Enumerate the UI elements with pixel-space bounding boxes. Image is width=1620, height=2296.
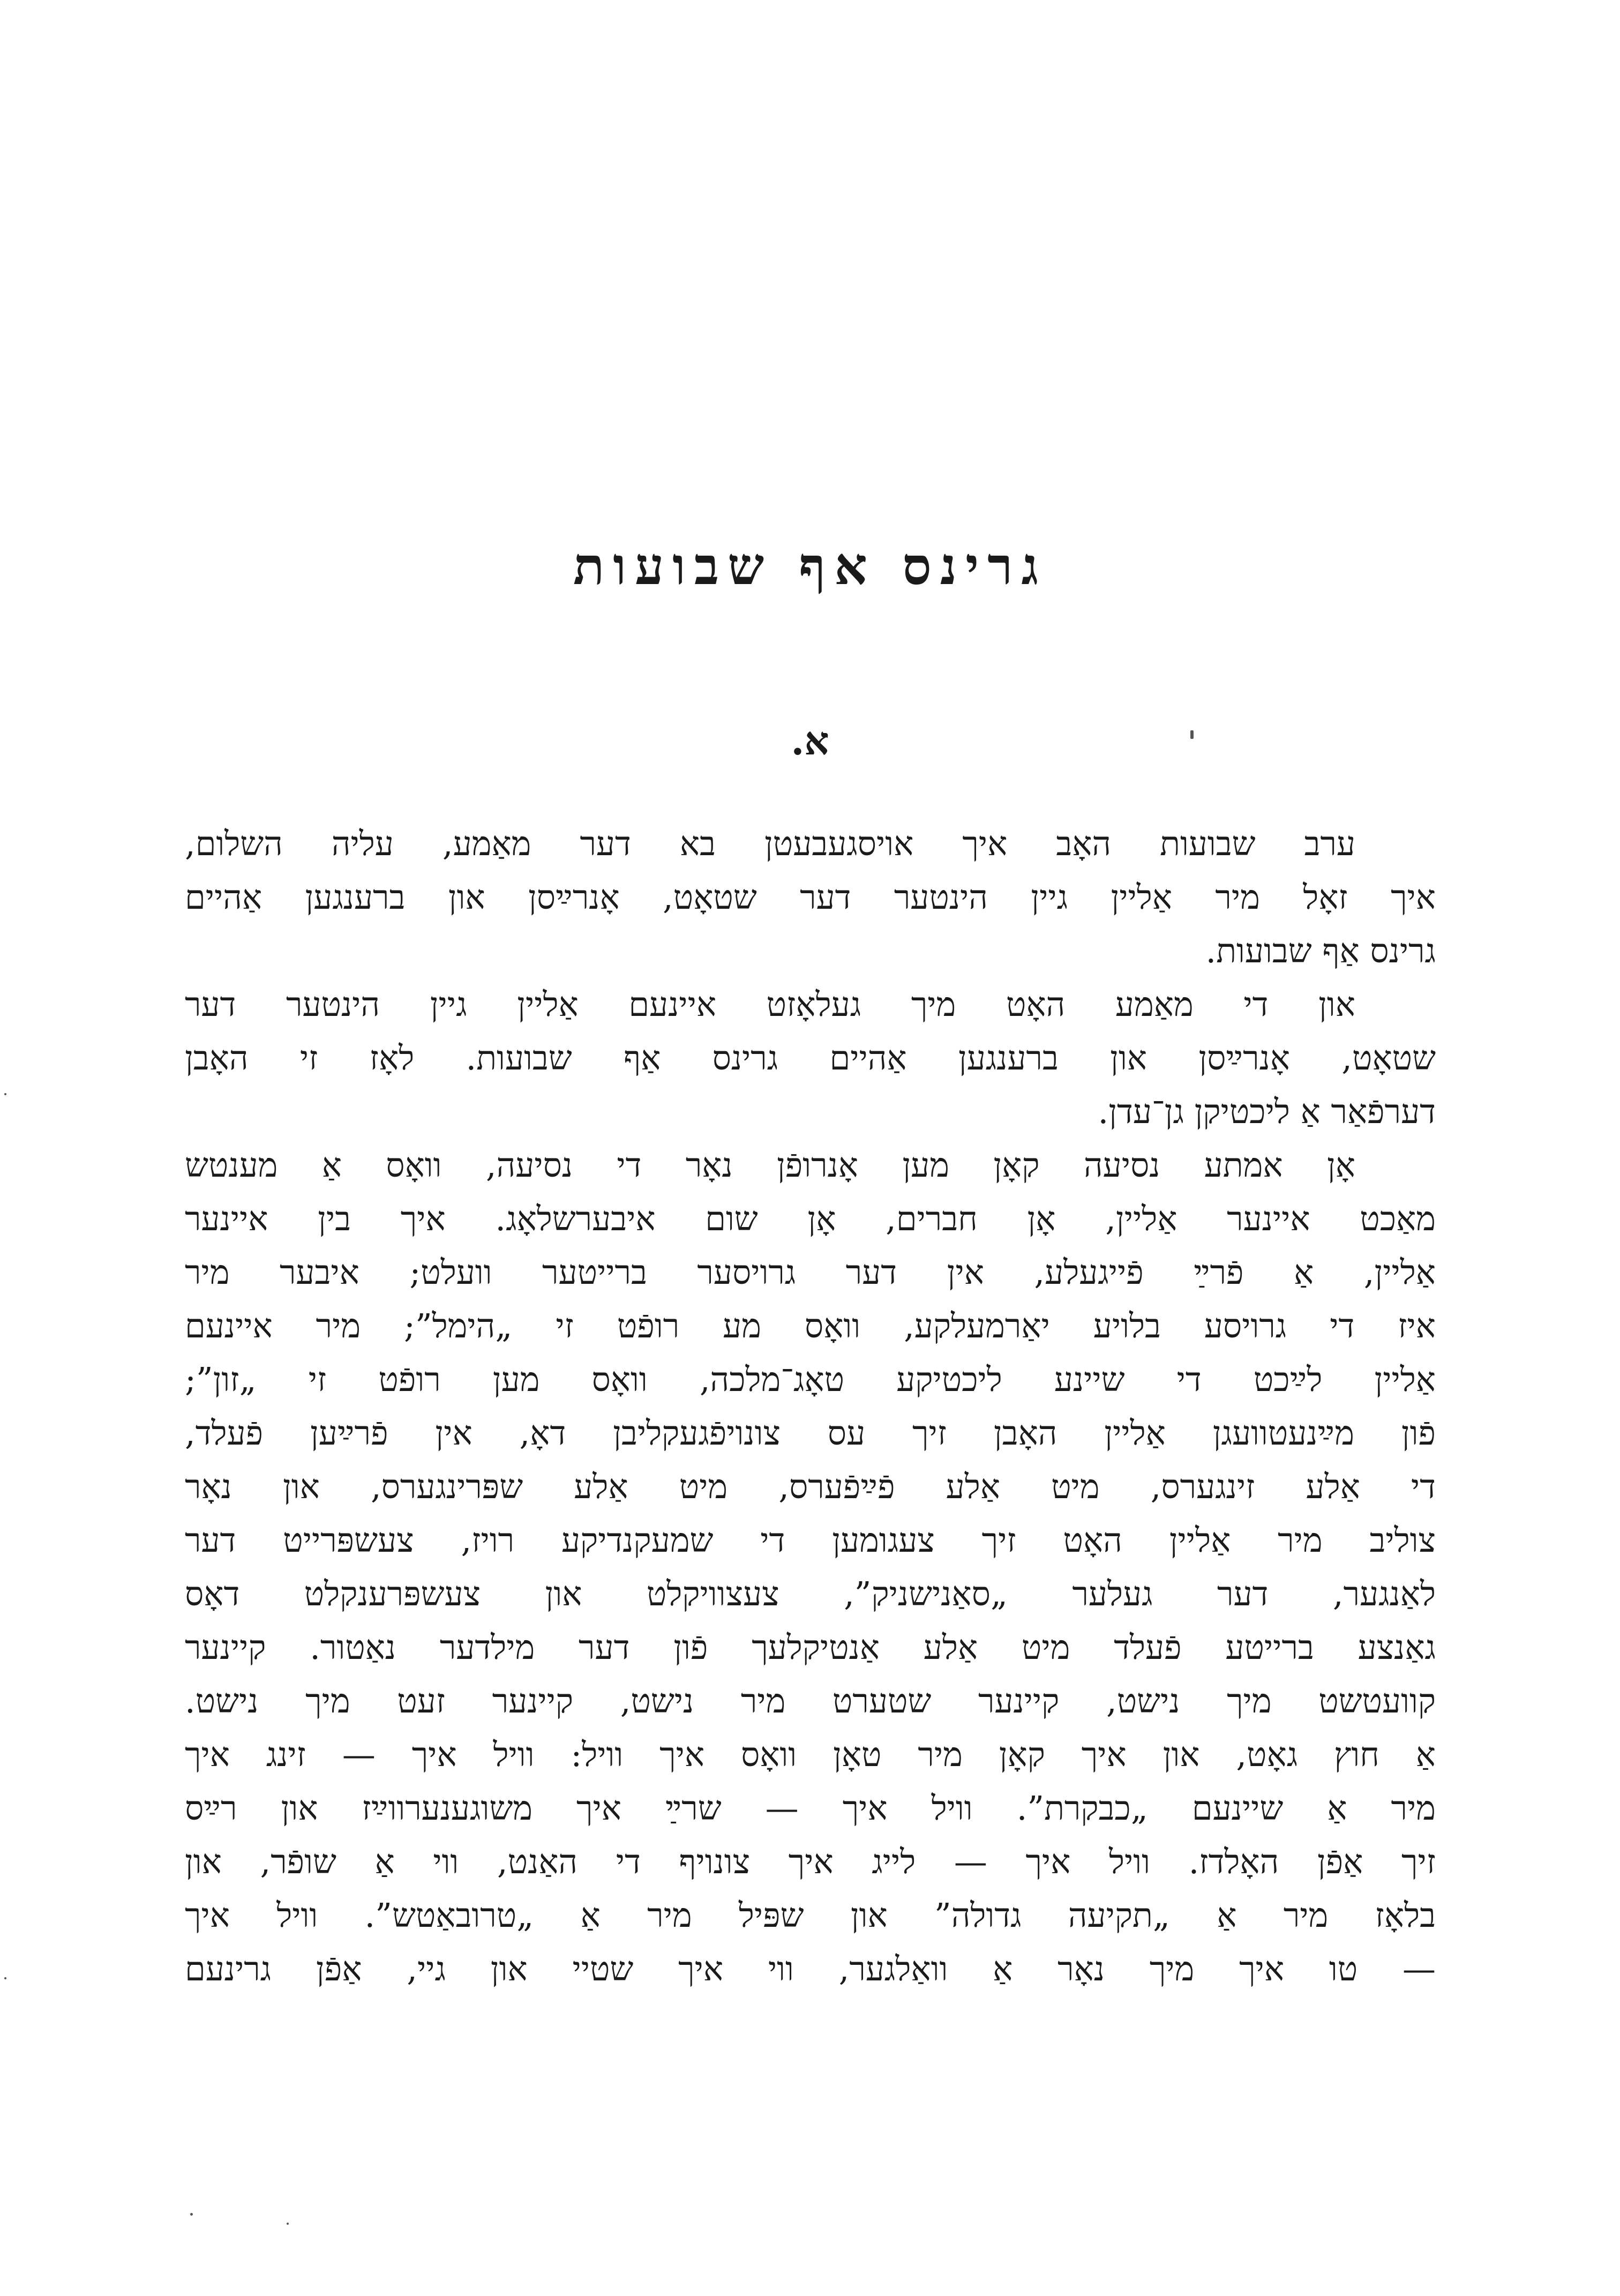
text-line: גאַנצע ברייטע פֿעלד מיט אַלע אַנטיקלעך פֿון דער מילדער נאַטור. קיינער — [185, 1628, 1436, 1667]
chapter-title: גרינס אף שבועות — [573, 536, 1047, 596]
ink-speck — [190, 2213, 193, 2216]
text-line: אַליין לײַכט די שיינע ליכטיקע טאָג־מלכה, וואָס מען רופֿט זי „זון”; — [185, 1360, 1436, 1399]
text-line: אָן אמתע נסיעה קאָן מען אָנרופֿן נאָר די נסיעה, וואָס אַ מענטש — [185, 1146, 1355, 1185]
text-line: אַ חוץ גאָט, און איך קאָן מיר טאָן וואָס איך וויל: וויל איך — זינג איך — [185, 1735, 1436, 1774]
text-line: קוועטשט מיך נישט, קיינער שטערט מיר נישט, קיינער זעט מיך נישט. — [185, 1681, 1436, 1721]
text-line: און די מאַמע האָט מיך געלאָזט איינעם אַליין גיין הינטער דער — [185, 985, 1355, 1024]
text-line: לאַנגער, דער געלער „סאַנישניק”, צעצוויקלט און צעשפּרענקלט דאָס — [185, 1574, 1436, 1613]
ink-speck — [4, 1093, 6, 1095]
text-line: איך זאָל מיר אַליין גיין הינטער דער שטאָט, אָנרײַסן און ברענגען אַהיים — [185, 878, 1436, 917]
text-line: מאַכט איינער אַליין, אָן חברים, אָן שום איבערשלאָג. איך בין איינער — [185, 1199, 1436, 1238]
text-line: דערפֿאַר אַ ליכטיקן גן־עדן. — [1098, 1092, 1436, 1131]
text-line: שטאָט, אָנרײַסן און ברענגען אַהיים גרינס אַף שבועות. לאָז זי האָבן — [185, 1038, 1436, 1078]
text-line: צוליב מיר אַליין האָט זיך צעגומען די שמעקנדיקע רויז, צעשפּרייט דער — [185, 1521, 1436, 1560]
text-line: זיך אַפֿן האָלדז. וויל איך — לייג איך צונויף די האַנט, ווי אַ שופֿר, און — [185, 1842, 1436, 1881]
body-text — [185, 817, 1436, 1996]
text-line: אַליין, אַ פֿרײַ פֿייגעלע, אין דער גרויסער ברייטער וועלט; איבער מיר — [185, 1253, 1436, 1292]
ink-speck — [1190, 730, 1194, 739]
section-number: א. — [791, 718, 829, 764]
text-line: מיר אַ שיינעם „כבקרת”. וויל איך — שרײַ איך משוגענערווײַז און רײַס — [185, 1789, 1436, 1828]
text-line: פֿון מײַנעטוועגן אַליין האָבן זיך עס צונויפֿגעקליבן דאָ, אין פֿרײַען פֿעלד, — [185, 1414, 1436, 1453]
text-line: די אַלע זינגערס, מיט אַלע פֿײַפֿערס, מיט אַלע שפּרינגערס, און נאָר — [185, 1467, 1436, 1506]
text-line: איז די גרויסע בלויע יאַרמעלקע, וואָס מע רופֿט זי „הימל”; מיר איינעם — [185, 1306, 1436, 1345]
ink-speck — [287, 2223, 289, 2225]
text-line: בלאָז מיר אַ „תקיעה גדולה” און שפּיל מיר אַ „טרובאַטש”. וויל איך — [185, 1896, 1436, 1935]
ink-speck — [4, 1977, 6, 1979]
text-line: גרינס אַף שבועות. — [1205, 931, 1436, 970]
text-line: — טו איך מיך נאָר אַ וואַלגער, ווי איך שטיי און גיי, אַפֿן גרינעם — [185, 1949, 1436, 1988]
text-line: ערב שבועות האָב איך אויסגעבעטן בא דער מאַמע, עליה השלום, — [185, 824, 1355, 863]
